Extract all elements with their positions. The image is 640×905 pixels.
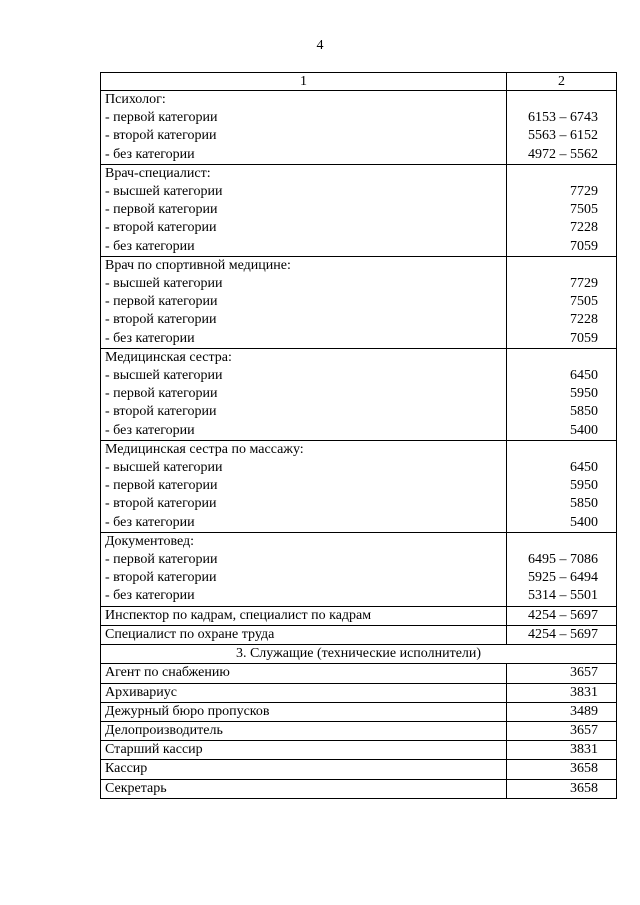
category-value: 7228	[570, 312, 598, 328]
section-title: 3. Служащие (технические исполнители)	[101, 645, 617, 664]
category-label: - первой категории	[105, 202, 218, 218]
category-label: - второй категории	[105, 404, 217, 420]
category-value: 5850	[570, 496, 598, 512]
category-label: - без категории	[105, 146, 195, 162]
table-header-row	[101, 73, 617, 91]
position-label: Инспектор по кадрам, специалист по кадрам	[101, 606, 507, 625]
group-row	[101, 348, 617, 440]
position-label: Агент по снабжению	[101, 664, 507, 683]
category-value: 7729	[570, 276, 598, 292]
category-value: 6495 – 7086	[528, 552, 598, 568]
group-label-cell	[101, 532, 507, 606]
category-value: 7059	[570, 330, 598, 346]
category-label: - второй категории	[105, 496, 217, 512]
category-label: - без категории	[105, 514, 195, 530]
group-value-cell	[507, 532, 617, 606]
category-value: 4972 – 5562	[528, 146, 598, 162]
group-label-cell	[101, 256, 507, 348]
category-value: 5400	[570, 514, 598, 530]
group-label-cell	[101, 91, 507, 165]
category-value: 6153 – 6743	[528, 110, 598, 126]
category-value: 7505	[570, 294, 598, 310]
salary-table	[100, 72, 617, 799]
group-title: Психолог:	[105, 92, 166, 107]
table-row	[101, 779, 617, 798]
category-label: - первой категории	[105, 386, 218, 402]
group-value-cell	[507, 164, 617, 256]
category-value: 6450	[570, 460, 598, 476]
category-label: - без категории	[105, 588, 195, 604]
category-label: - первой категории	[105, 478, 218, 494]
group-row	[101, 256, 617, 348]
category-label: - высшей категории	[105, 184, 223, 200]
table-row	[101, 702, 617, 721]
group-label-cell	[101, 348, 507, 440]
group-label-cell	[101, 440, 507, 532]
category-label: - второй категории	[105, 220, 217, 236]
category-label: - высшей категории	[105, 276, 223, 292]
category-value: 5950	[570, 386, 598, 402]
category-value: 7228	[570, 220, 598, 236]
category-value: 5314 – 5501	[528, 588, 598, 604]
position-label: Секретарь	[101, 779, 507, 798]
category-label: - первой категории	[105, 294, 218, 310]
salary-value: 3657	[507, 664, 617, 683]
group-title: Врач по спортивной медицине:	[105, 257, 291, 273]
group-title: Медицинская сестра по массажу:	[105, 441, 304, 457]
group-value-cell	[507, 256, 617, 348]
section-header-row	[101, 645, 617, 664]
group-row	[101, 440, 617, 532]
table-row	[101, 606, 617, 625]
group-value-cell	[507, 348, 617, 440]
salary-value: 3658	[507, 779, 617, 798]
category-value: 7729	[570, 184, 598, 200]
category-value: 5950	[570, 478, 598, 494]
group-row	[101, 532, 617, 606]
table-row	[101, 741, 617, 760]
position-label: Специалист по охране труда	[101, 625, 507, 644]
table-row	[101, 683, 617, 702]
salary-value: 3831	[507, 683, 617, 702]
group-value-cell	[507, 440, 617, 532]
blank-line	[507, 349, 598, 367]
category-label: - второй категории	[105, 312, 217, 328]
category-value: 5563 – 6152	[528, 128, 598, 144]
table-row	[101, 721, 617, 740]
blank-line	[507, 91, 598, 109]
category-label: - высшей категории	[105, 460, 223, 476]
category-value: 5850	[570, 404, 598, 420]
category-value: 7059	[570, 238, 598, 254]
category-value: 7505	[570, 202, 598, 218]
salary-value: 3657	[507, 721, 617, 740]
position-label: Архивариус	[101, 683, 507, 702]
salary-value: 4254 – 5697	[507, 625, 617, 644]
category-label: - без категории	[105, 330, 195, 346]
blank-line	[507, 533, 598, 551]
group-value-cell	[507, 91, 617, 165]
group-row	[101, 164, 617, 256]
category-label: - без категории	[105, 422, 195, 438]
group-label-cell	[101, 164, 507, 256]
group-title: Документовед:	[105, 533, 195, 549]
blank-line	[507, 257, 598, 275]
header-col-1: 1	[101, 73, 507, 91]
category-label: - без категории	[105, 238, 195, 254]
category-label: - первой категории	[105, 110, 218, 126]
page-number: 4	[316, 38, 324, 53]
blank-line	[507, 441, 598, 459]
salary-value: 3658	[507, 760, 617, 779]
category-label: - высшей категории	[105, 368, 223, 384]
category-label: - первой категории	[105, 552, 218, 568]
category-value: 5925 – 6494	[528, 570, 598, 586]
salary-value: 4254 – 5697	[507, 606, 617, 625]
position-label: Старший кассир	[101, 741, 507, 760]
position-label: Дежурный бюро пропусков	[101, 702, 507, 721]
table-body	[101, 73, 617, 799]
blank-line	[507, 165, 598, 183]
category-value: 5400	[570, 422, 598, 438]
header-col-2: 2	[507, 73, 617, 91]
salary-value: 3831	[507, 741, 617, 760]
group-title: Врач-специалист:	[105, 165, 211, 181]
position-label: Делопроизводитель	[101, 721, 507, 740]
salary-value: 3489	[507, 702, 617, 721]
position-label: Кассир	[101, 760, 507, 779]
category-value: 6450	[570, 368, 598, 384]
category-label: - второй категории	[105, 128, 217, 144]
table-row	[101, 760, 617, 779]
group-title: Медицинская сестра:	[105, 349, 232, 365]
table-row	[101, 664, 617, 683]
table-row	[101, 625, 617, 644]
group-row	[101, 91, 617, 165]
category-label: - второй категории	[105, 570, 217, 586]
